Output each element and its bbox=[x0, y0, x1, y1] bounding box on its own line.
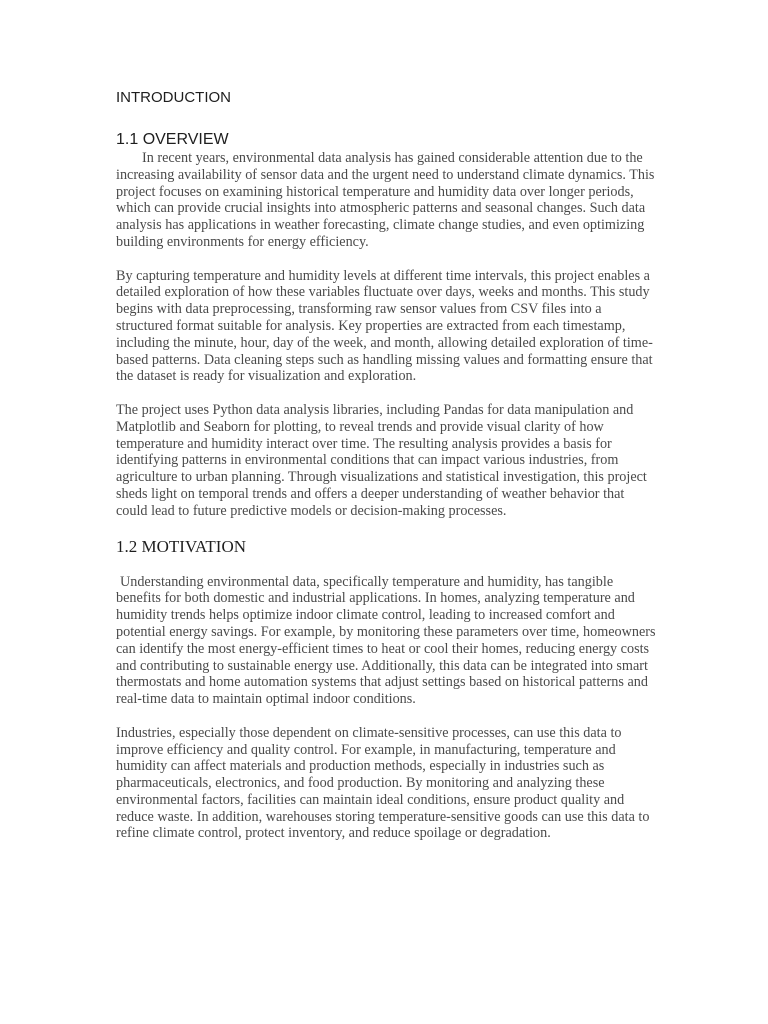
overview-paragraph-3: The project uses Python data analysis libraries, including Pandas for data manipulation and Matplotlib and Seaborn for plotting, to reveal trends and provide visual clarity of how temperature and humidity interact over time. The resulting analysis provides a basis for identifying patterns in environmental conditions that can impact various industries, from agriculture to urban planning. Through visualizations and statistical investigation, this project sheds light on temporal trends and offers a deeper understanding of weather behavior that could lead to future predictive models or decision-making processes. bbox=[116, 401, 647, 519]
document-body bbox=[116, 88, 656, 842]
motivation-paragraph-1: Understanding environmental data, specifically temperature and humidity, has tangible benefits for both domestic and industrial applications. In homes, analyzing temperature and humidity trends helps optimize indoor climate control, leading to increased comfort and potential energy savings. For example, by monitoring these parameters over time, homeowners can identify the most energy-efficient times to heat or cool their homes, reducing energy costs and contributing to sustainable energy use. Additionally, this data can be integrated into smart thermostats and home automation systems that adjust settings based on historical patterns and real-time data to maintain optimal indoor conditions. bbox=[116, 573, 656, 708]
section-heading-overview: 1.1 OVERVIEW bbox=[116, 131, 229, 148]
overview-paragraph-2: By capturing temperature and humidity levels at different time intervals, this project enables a detailed exploration of how these variables fluctuate over days, weeks and months. This study begins with data preprocessing, transforming raw sensor values from CSV files into a structured format suitable for analysis. Key properties are extracted from each timestamp, including the minute, hour, day of the week, and month, allowing detailed exploration of time-based patterns. Data cleaning steps such as handling missing values and formatting ensure that the dataset is ready for visualization and exploration. bbox=[116, 267, 653, 385]
section-heading-motivation: 1.2 MOTIVATION bbox=[116, 536, 247, 556]
motivation-paragraph-2: Industries, especially those dependent on climate-sensitive processes, can use this data to improve efficiency and quality control. For example, in manufacturing, temperature and humidity can affect materials and production methods, especially in industries such as pharmaceuticals, electronics, and food production. By monitoring and analyzing these environmental factors, facilities can maintain ideal conditions, ensure product quality and reduce waste. In addition, warehouses storing temperature-sensitive goods can use this data to refine climate control, protect inventory, and reduce spoilage or degradation. bbox=[116, 724, 650, 842]
page-title: INTRODUCTION bbox=[116, 89, 231, 106]
overview-paragraph-1: In recent years, environmental data analysis has gained considerable attention due to the increasing availability of sensor data and the urgent need to understand climate dynamics. This project focuses on examining historical temperature and humidity data over longer periods, which can provide crucial insights into atmospheric patterns and seasonal changes. Such data analysis has applications in weather forecasting, climate change studies, and even optimizing building environments for energy efficiency. bbox=[116, 150, 655, 250]
